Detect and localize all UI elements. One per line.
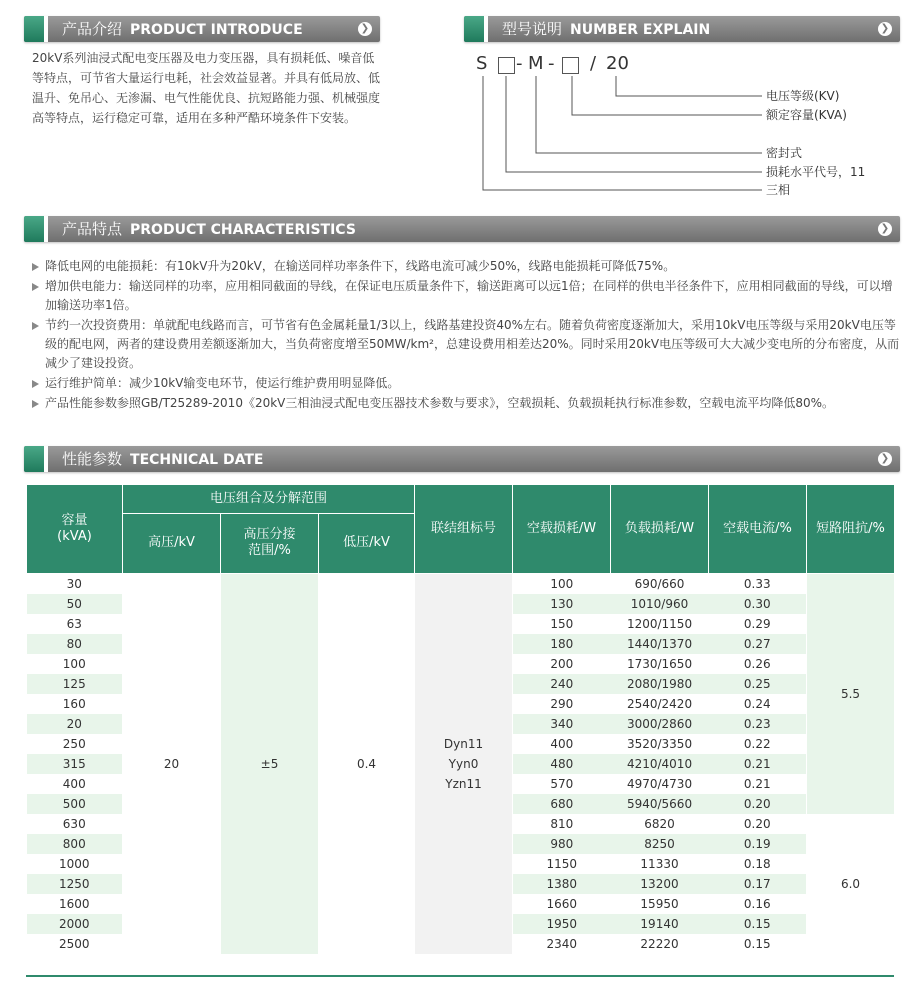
cell-capacity: 2500 xyxy=(58,937,90,951)
cell-noload-current: 0.21 xyxy=(709,754,807,774)
model-dash: - xyxy=(516,53,523,74)
technical-table xyxy=(26,484,895,954)
cell-capacity: 1250 xyxy=(27,874,123,894)
cell-noload-current: 0.24 xyxy=(743,697,771,711)
cell-noload-current: 0.15 xyxy=(709,914,807,934)
cell-noload-loss: 480 xyxy=(513,754,611,774)
cell-load-loss: 3520/3350 xyxy=(626,737,693,751)
cell-noload-loss: 240 xyxy=(513,674,611,694)
header-connection: 联结组标号 xyxy=(415,485,513,574)
cell-capacity: 63 xyxy=(66,617,82,631)
cell-noload-current: 0.33 xyxy=(743,577,771,591)
chevron-right-icon[interactable]: ❯ xyxy=(878,222,892,236)
cell-load-loss: 13200 xyxy=(611,874,709,894)
cell-noload-current: 0.26 xyxy=(743,657,771,671)
cell-capacity: 2000 xyxy=(27,914,123,934)
cell-noload-loss: 1660 xyxy=(546,897,578,911)
cell-connection: Dyn11 Yyn0 Yzn11 xyxy=(415,574,513,955)
cell-capacity: 100 xyxy=(62,657,86,671)
cell-load-loss: 6820 xyxy=(644,817,675,831)
cell-load-loss: 1010/960 xyxy=(611,594,709,614)
cell-noload-current: 0.20 xyxy=(709,794,807,814)
cell-noload-current: 0.19 xyxy=(709,834,807,854)
header-title: 性能参数 TECHNICAL DATE xyxy=(62,450,264,468)
table-body xyxy=(27,574,895,955)
cell-capacity: 400 xyxy=(62,777,86,791)
legend-three-phase: 三相 xyxy=(766,183,791,197)
cell-noload-current: 0.23 xyxy=(709,714,807,734)
model-slash: / xyxy=(590,53,597,74)
characteristics-list xyxy=(32,257,902,414)
cell-capacity: 315 xyxy=(27,754,123,774)
cell-noload-loss: 1380 xyxy=(513,874,611,894)
cell-noload-current: 0.30 xyxy=(709,594,807,614)
cell-hv: 20 xyxy=(123,574,221,955)
cell-load-loss: 3000/2860 xyxy=(611,714,709,734)
cell-noload-loss: 980 xyxy=(513,834,611,854)
legend-sealed: 密封式 xyxy=(766,146,803,160)
model-kv: 20 xyxy=(606,53,629,74)
cell-noload-current: 0.20 xyxy=(743,817,771,831)
header-tap: 高压分接 范围/% xyxy=(221,513,319,573)
chevron-right-icon[interactable]: ❯ xyxy=(358,22,372,36)
cell-noload-loss: 200 xyxy=(550,657,574,671)
cell-noload-loss: 1950 xyxy=(513,914,611,934)
cell-noload-loss: 340 xyxy=(513,714,611,734)
cell-capacity: 50 xyxy=(27,594,123,614)
table-bottom-line xyxy=(26,975,894,977)
cell-capacity: 500 xyxy=(27,794,123,814)
cell-capacity: 250 xyxy=(62,737,86,751)
cell-noload-loss: 130 xyxy=(513,594,611,614)
cell-load-loss: 2540/2420 xyxy=(626,697,693,711)
chevron-right-icon[interactable]: ❯ xyxy=(878,22,892,36)
cell-noload-loss: 2340 xyxy=(546,937,578,951)
model-s: S xyxy=(476,53,488,74)
cell-load-loss: 1440/1370 xyxy=(611,634,709,654)
header-tab-accent xyxy=(24,216,44,242)
list-item: 增加供电能力：输送同样的功率，应用相同截面的导线，在保证电压质量条件下，输送距离可以远1倍；在同样的供电半径条件下，应用相同截面的导线，可以增加输送功率1倍。 xyxy=(32,277,902,315)
cell-load-loss: 5940/5660 xyxy=(611,794,709,814)
cell-load-loss: 1200/1150 xyxy=(626,617,693,631)
cell-noload-current: 0.17 xyxy=(709,874,807,894)
header-title: 型号说明 NUMBER EXPLAIN xyxy=(502,20,711,38)
header-noload-loss: 空载损耗/W xyxy=(513,485,611,574)
cell-noload-loss: 680 xyxy=(513,794,611,814)
cell-impedance: 6.0 xyxy=(807,814,895,954)
list-item: 产品性能参数参照GB/T25289-2010《20kV三相油浸式配电变压器技术参数与要求》，空载损耗、负载损耗执行标准参数，空载电流平均降低80%。 xyxy=(32,394,902,413)
header-noload-current: 空载电流/% xyxy=(709,485,807,574)
cell-tap: ±5 xyxy=(221,574,319,955)
legend-capacity: 额定容量(KVA) xyxy=(766,108,847,122)
header-lv: 低压/kV xyxy=(319,513,415,573)
legend-voltage: 电压等级(KV) xyxy=(766,89,840,103)
cell-noload-loss: 180 xyxy=(513,634,611,654)
cell-capacity: 125 xyxy=(27,674,123,694)
cell-noload-loss: 400 xyxy=(550,737,574,751)
header-tab-accent xyxy=(24,446,44,472)
cell-load-loss: 8250 xyxy=(611,834,709,854)
cell-noload-current: 0.25 xyxy=(709,674,807,694)
cell-load-loss: 22220 xyxy=(640,937,679,951)
cell-noload-current: 0.21 xyxy=(743,777,771,791)
header-load-loss: 负载损耗/W xyxy=(611,485,709,574)
cell-noload-loss: 100 xyxy=(550,577,574,591)
cell-noload-current: 0.29 xyxy=(743,617,771,631)
cell-lv: 0.4 xyxy=(319,574,415,955)
cell-load-loss: 690/660 xyxy=(634,577,685,591)
section-header-characteristics xyxy=(24,216,900,242)
cell-noload-current: 0.27 xyxy=(709,634,807,654)
header-hv: 高压/kV xyxy=(123,513,221,573)
cell-noload-current: 0.22 xyxy=(743,737,771,751)
cell-noload-loss: 1150 xyxy=(546,857,578,871)
cell-load-loss: 11330 xyxy=(640,857,679,871)
cell-noload-loss: 150 xyxy=(550,617,574,631)
cell-capacity: 20 xyxy=(27,714,123,734)
cell-noload-loss: 290 xyxy=(550,697,574,711)
cell-noload-current: 0.16 xyxy=(743,897,771,911)
header-capacity: 容量 (kVA) xyxy=(27,485,123,574)
cell-capacity: 630 xyxy=(62,817,86,831)
chevron-right-icon[interactable]: ❯ xyxy=(878,452,892,466)
cell-capacity: 1600 xyxy=(58,897,90,911)
cell-load-loss: 4970/4730 xyxy=(626,777,693,791)
header-voltage-group: 电压组合及分解范围 xyxy=(123,485,415,514)
cell-noload-loss: 570 xyxy=(550,777,574,791)
section-header-technical xyxy=(24,446,900,472)
cell-noload-current: 0.15 xyxy=(743,937,771,951)
list-item: 运行维护简单：减少10kV输变电环节，使运行维护费用明显降低。 xyxy=(32,374,902,393)
cell-capacity: 160 xyxy=(62,697,86,711)
model-m: M xyxy=(528,53,544,74)
cell-capacity: 30 xyxy=(66,577,82,591)
cell-capacity: 80 xyxy=(27,634,123,654)
intro-text: 20kV系列油浸式配电变压器及电力变压器，具有损耗低、噪音低等特点，可节省大量运行电耗，社会效益显著。并具有低局放、低温升、免吊心、无渗漏、电气性能优良、抗短路能力强、机械强度高等特点，运行稳定可靠，适用在多种严酷环境条件下安装。 xyxy=(32,51,381,125)
list-item: 降低电网的电能损耗：有10kV升为20kV，在输送同样功率条件下，线路电流可减少50%，线路电能损耗可降低75%。 xyxy=(32,257,902,276)
table-row xyxy=(27,574,895,595)
cell-load-loss: 4210/4010 xyxy=(611,754,709,774)
header-title: 产品介绍 PRODUCT INTRODUCE xyxy=(62,20,303,38)
cell-noload-current: 0.18 xyxy=(743,857,771,871)
legend-loss-level: 损耗水平代号，11 xyxy=(766,165,866,179)
cell-load-loss: 15950 xyxy=(640,897,679,911)
cell-load-loss: 2080/1980 xyxy=(611,674,709,694)
model-dash: - xyxy=(548,53,555,74)
header-impedance: 短路阻抗/% xyxy=(807,485,895,574)
cell-noload-loss: 810 xyxy=(550,817,574,831)
cell-load-loss: 1730/1650 xyxy=(626,657,693,671)
cell-capacity: 1000 xyxy=(58,857,90,871)
header-title: 产品特点 PRODUCT CHARACTERISTICS xyxy=(62,220,356,238)
cell-load-loss: 19140 xyxy=(611,914,709,934)
cell-impedance: 5.5 xyxy=(807,574,895,815)
cell-capacity: 800 xyxy=(27,834,123,854)
list-item: 节约一次投资费用：单就配电线路而言，可节省有色金属耗量1/3以上，线路基建投资40%左右。随着负荷密度逐渐加大，采用10kV电压等级与采用20kV电压等级的配电网，两者的建设费用差额逐渐加大，当负荷密度增至50MW/km²，总建设费用相差达20%。同时采用20kV电压等级可大大减少变电所的分布密度，从而减少了建设投资。 xyxy=(32,316,902,373)
